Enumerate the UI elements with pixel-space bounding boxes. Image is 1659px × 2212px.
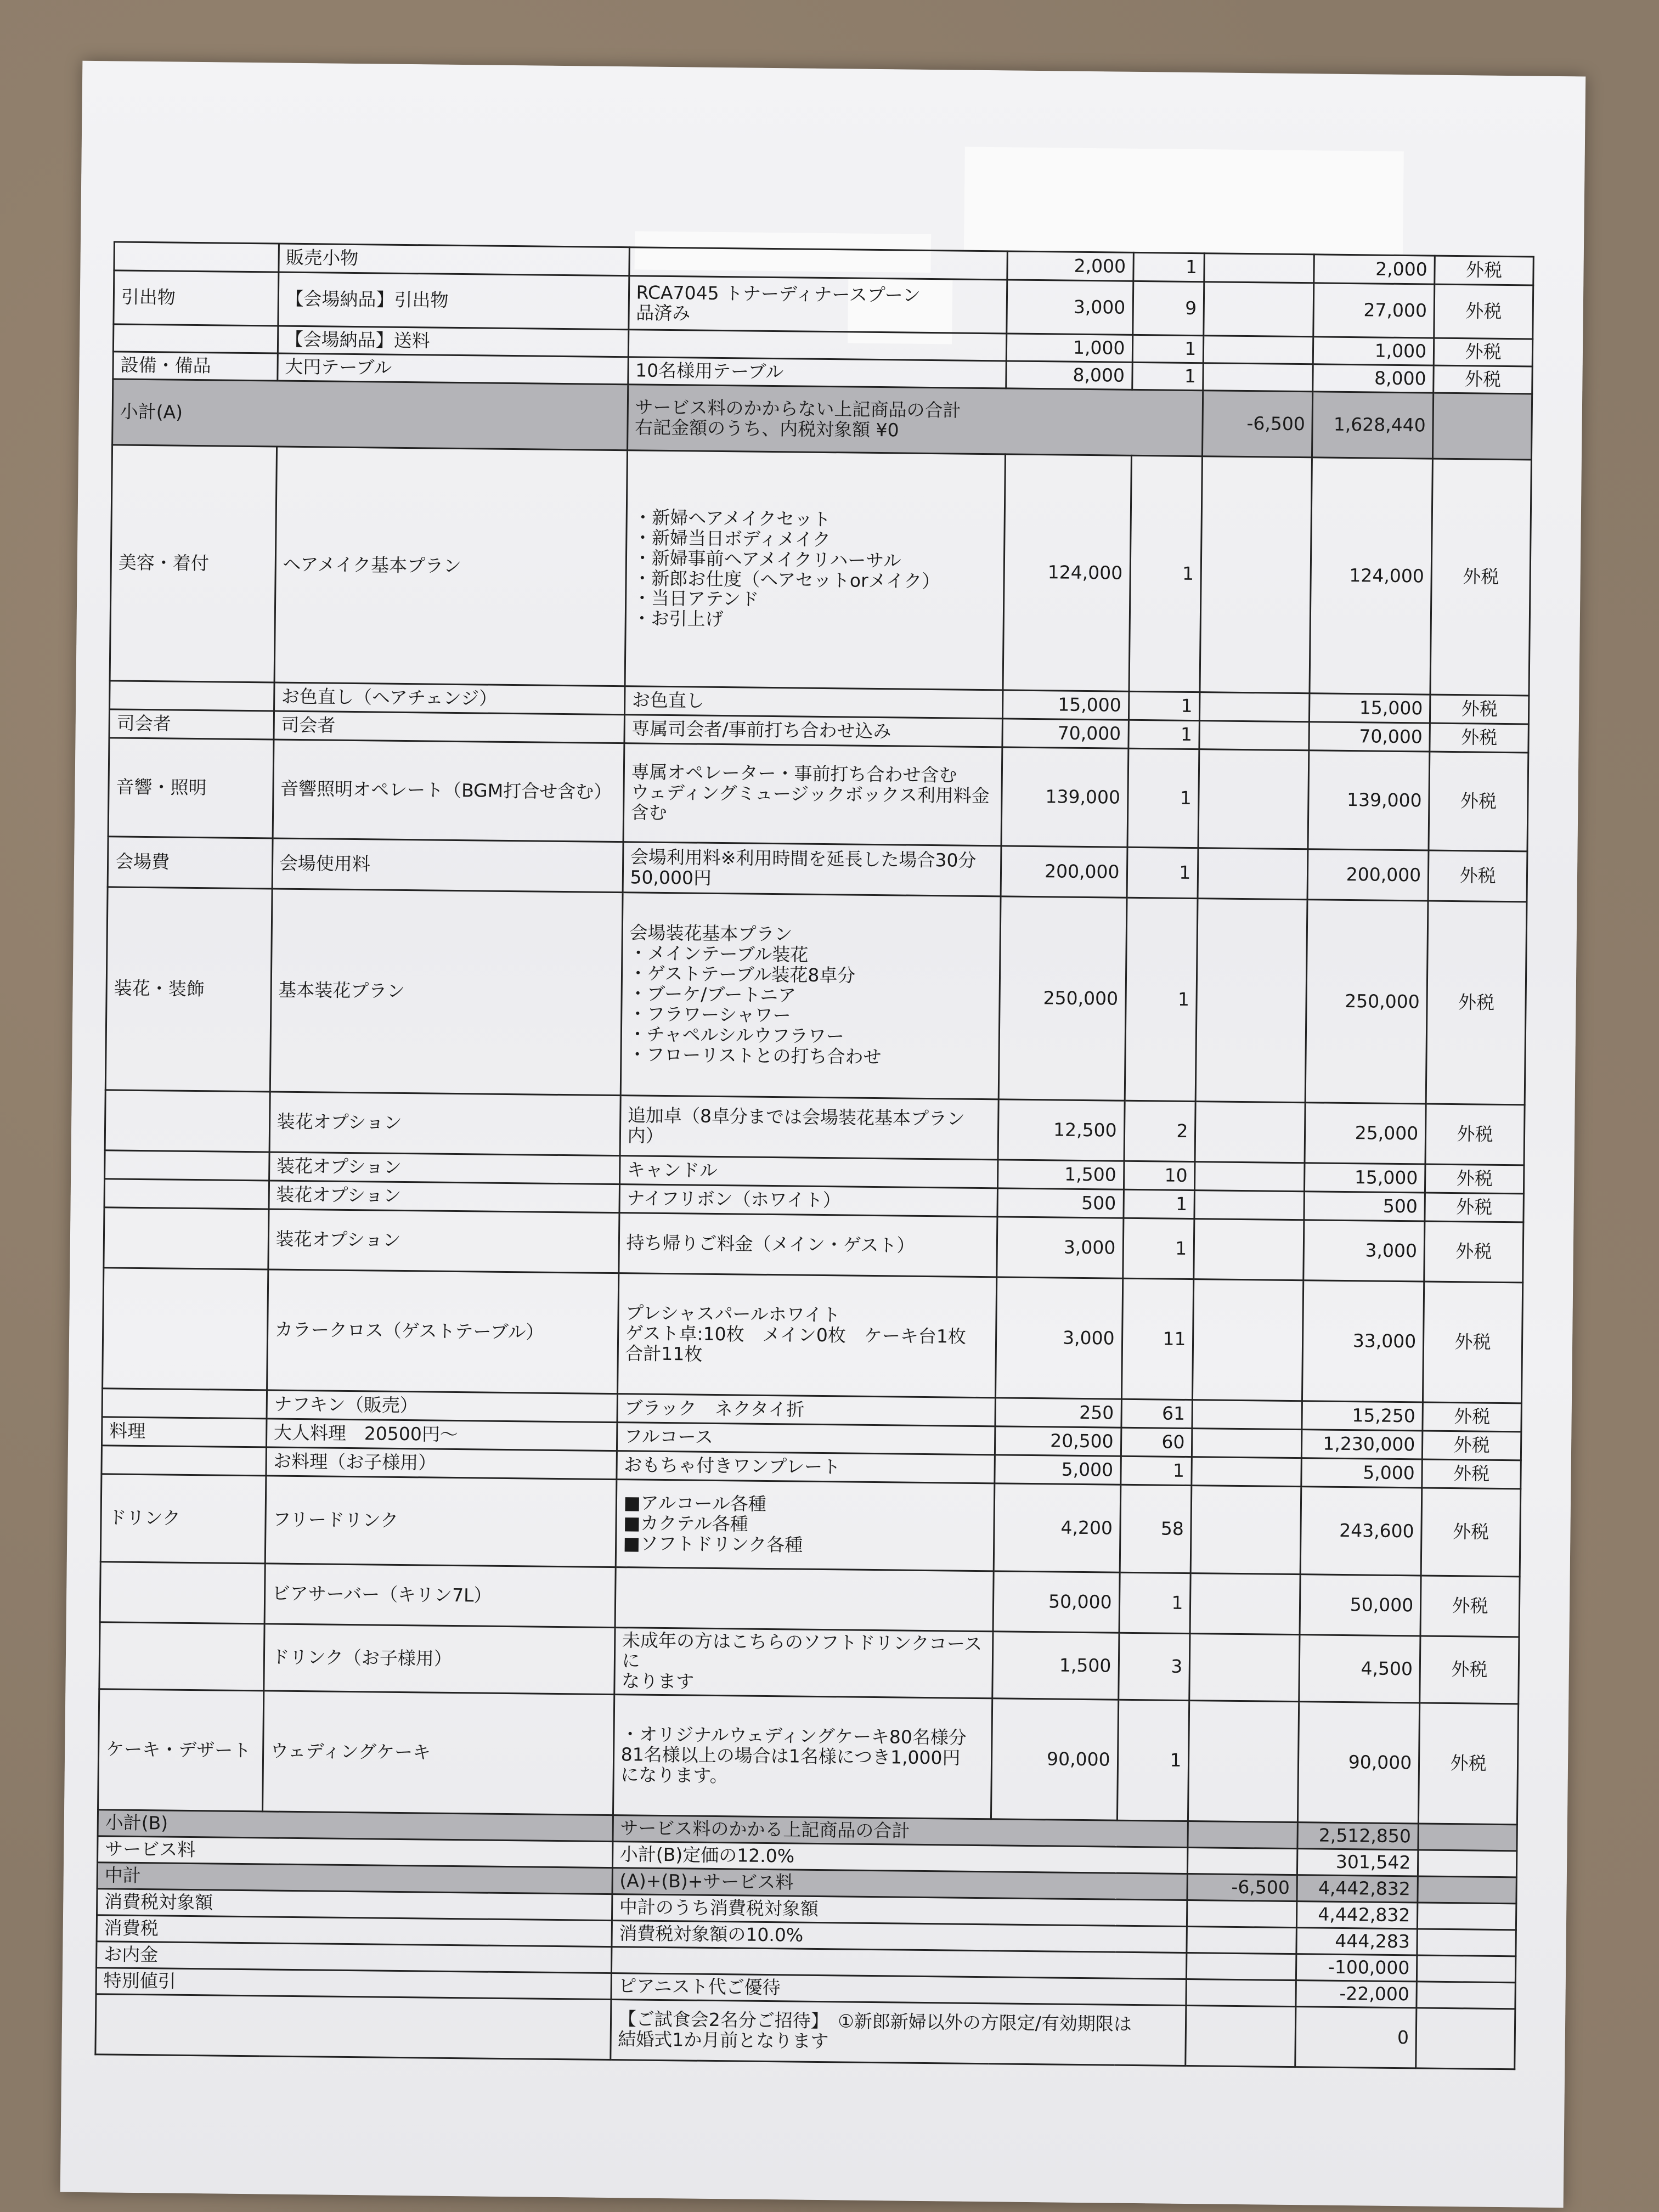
summary-empty [1418,1850,1517,1877]
amount-cell: 243,600 [1300,1487,1422,1576]
unit-price-cell: 5,000 [994,1455,1120,1485]
quantity-cell: 1 [1128,691,1200,720]
summary-discount [1186,1979,1296,2006]
subtotal-a-discount: -6,500 [1203,391,1313,458]
summary-label: 中計 [97,1862,612,1894]
tax-type-cell: 外税 [1424,1221,1523,1283]
summary-description: 【ご試食会2名分ご招待】 ①新郎新婦以外の方限定/有効期限は 結婚式1か月前となります [610,1999,1186,2066]
description-cell: RCA7045 トナーディナースプーン 品済み [628,276,1007,334]
line-item-row [103,1268,1523,1403]
tax-type-cell: 外税 [1423,1282,1523,1403]
category-cell: 美容・着付 [110,445,276,682]
discount-cell [1192,1457,1301,1487]
item-name-cell: フリードリンク [265,1476,617,1567]
item-name-cell: 【会場納品】送料 [278,326,629,357]
item-name-cell: 装花オプション [268,1209,619,1273]
unit-price-cell: 70,000 [1002,719,1128,748]
category-cell [104,1179,269,1209]
subtotal-a-description: サービス料のかからない上記商品の合計 右記金額のうち、内税対象額 ¥0 [627,385,1203,456]
summary-amount: 0 [1295,2006,1417,2068]
tax-type-cell: 外税 [1434,365,1532,394]
unit-price-cell: 250 [995,1398,1121,1427]
summary-description: ピアニスト代ご優待 [611,1973,1187,2005]
tax-type-cell: 外税 [1435,256,1533,285]
description-cell: ナイフリボン（ホワイト） [619,1184,998,1217]
amount-cell: 2,000 [1314,255,1435,284]
category-cell [110,681,274,711]
amount-cell: 200,000 [1307,849,1429,901]
tax-type-cell: 外税 [1428,850,1527,902]
estimate-sheet [60,61,1586,2208]
amount-cell: 50,000 [1300,1575,1421,1636]
item-name-cell: 【会場納品】引出物 [278,272,629,330]
description-cell: ■アルコール各種 ■カクテル各種 ■ソフトドリンク各種 [616,1480,995,1571]
summary-label [95,1994,611,2059]
discount-cell [1204,336,1313,364]
unit-price-cell: 1,000 [1006,334,1132,362]
description-cell: 未成年の方はこちらのソフトドリンクコースに なります [614,1628,992,1699]
summary-amount: 444,283 [1296,1927,1417,1955]
summary-label: 小計(B) [98,1810,613,1842]
discount-cell [1198,749,1309,849]
item-name-cell: 音響照明オペレート（BGM打合せ含む） [273,740,624,842]
quantity-cell: 1 [1128,720,1199,749]
summary-empty [1418,1903,1516,1930]
tax-type-cell: 外税 [1420,1636,1519,1704]
quantity-cell: 1 [1127,748,1200,848]
unit-price-cell: 50,000 [993,1571,1120,1633]
description-cell: 専属オペレーター・事前打ち合わせ含む ウェディングミュージックボックス利用料金含む [623,743,1002,846]
item-name-cell: 装花オプション [269,1181,620,1213]
category-cell [114,242,279,272]
description-cell: 会場装花基本プラン ・メインテーブル装花 ・ゲストテーブル装花8卓分 ・ブーケ/ブートニア ・フラワーシャワー ・チャペルシルウフラワー ・フローリストとの打ち合わせ [620,893,1001,1099]
discount-cell [1195,1162,1305,1192]
discount-cell [1191,1486,1302,1575]
discount-cell [1190,1573,1300,1635]
tax-type-cell: 外税 [1429,752,1528,851]
discount-cell [1192,1400,1302,1430]
unit-price-cell: 3,000 [1006,280,1133,335]
amount-cell: 70,000 [1309,722,1430,752]
summary-empty [1417,1955,1516,1983]
summary-discount [1188,1821,1297,1848]
amount-cell: 27,000 [1313,283,1435,338]
description-cell: ブラック ネクタイ折 [617,1394,996,1426]
summary-amount: -22,000 [1296,1980,1417,2007]
summary-discount [1187,1926,1296,1954]
item-name-cell: お色直し（ヘアチェンジ） [274,682,625,715]
unit-price-cell: 4,200 [994,1483,1121,1572]
category-cell [103,1268,268,1390]
unit-price-cell: 1,500 [997,1160,1124,1189]
amount-cell: 124,000 [1310,458,1432,695]
item-name-cell: 基本装花プラン [270,889,623,1096]
description-cell: プレシャスパールホワイト ゲスト卓:10枚 メイン0枚 ケーキ台1枚 合計11枚 [617,1273,996,1398]
amount-cell: 15,000 [1310,693,1430,723]
summary-amount: 2,512,850 [1297,1822,1418,1849]
category-cell [105,1150,269,1181]
quantity-cell: 1 [1117,1700,1189,1821]
quantity-cell: 1 [1125,898,1198,1101]
amount-cell: 139,000 [1308,751,1430,850]
discount-cell [1198,848,1308,900]
summary-empty [1418,1824,1517,1851]
summary-amount: 301,542 [1297,1848,1418,1876]
subtotal-a-label: 小計(A) [112,379,628,450]
category-cell: 音響・照明 [108,738,273,838]
summary-label: サービス料 [98,1836,613,1868]
tax-type-cell: 外税 [1426,901,1527,1105]
item-name-cell: お料理（お子様用） [266,1447,617,1480]
line-item-row [110,445,1531,696]
category-cell [100,1562,265,1624]
tax-type-cell: 外税 [1425,1104,1525,1165]
tax-type-cell: 外税 [1423,1431,1521,1460]
quantity-cell: 1 [1123,1189,1194,1218]
category-cell [104,1207,269,1269]
amount-cell: 15,250 [1302,1401,1423,1431]
discount-cell [1193,1279,1304,1401]
category-cell: ドリンク [100,1474,266,1564]
amount-cell: 250,000 [1305,900,1428,1104]
summary-description: 中計のうち消費税対象額 [612,1894,1187,1926]
tax-type-cell: 外税 [1430,695,1529,724]
tax-type-cell: 外税 [1425,1164,1524,1194]
discount-cell [1199,721,1309,751]
quantity-cell: 10 [1124,1161,1195,1190]
estimate-table [94,241,1534,2069]
description-cell: 会場利用料※利用時間を延長した場合30分 50,000円 [623,842,1001,896]
line-item-row [100,1474,1521,1577]
quantity-cell: 1 [1120,1456,1192,1485]
discount-cell [1194,1190,1304,1220]
discount-cell [1189,1634,1300,1702]
quantity-cell: 9 [1132,281,1204,335]
item-name-cell: 司会者 [274,711,625,743]
description-cell: 持ち帰りご料金（メイン・ゲスト） [618,1213,997,1277]
item-name-cell: 販売小物 [278,244,629,276]
tax-type-cell: 外税 [1422,1459,1521,1489]
unit-price-cell: 3,000 [995,1277,1122,1399]
description-cell: お色直し [624,686,1003,719]
category-cell [105,1090,270,1152]
tax-type-cell: 外税 [1420,1576,1520,1637]
tax-type-cell: 外税 [1419,1703,1519,1825]
tax-type-cell: 外税 [1425,1193,1523,1222]
discount-cell [1200,456,1312,693]
item-name-cell: ドリンク（お子様用） [263,1624,614,1695]
item-name-cell: ナフキン（販売） [267,1390,618,1423]
category-cell: 設備・備品 [113,352,278,381]
unit-price-cell: 500 [997,1188,1124,1218]
amount-cell: 5,000 [1301,1458,1422,1488]
subtotal-a-empty [1433,393,1532,460]
summary-amount: 4,442,832 [1297,1901,1418,1928]
amount-cell: 15,000 [1305,1163,1425,1193]
unit-price-cell: 1,500 [992,1632,1119,1700]
summary-description: サービス料のかかる上記商品の合計 [613,1815,1188,1847]
description-cell: フルコース [617,1423,995,1455]
amount-cell: 25,000 [1305,1103,1426,1164]
quantity-cell: 58 [1120,1485,1192,1573]
summary-discount [1187,1953,1296,1980]
category-cell: 司会者 [109,709,274,740]
discount-cell [1204,282,1314,337]
summary-label: 消費税 [97,1915,612,1946]
amount-cell: 1,230,000 [1302,1430,1423,1459]
quantity-cell: 1 [1133,252,1204,281]
tax-type-cell: 外税 [1434,338,1532,366]
discount-cell [1192,1429,1302,1458]
summary-amount: 4,442,832 [1297,1875,1418,1902]
description-cell: ・新婦ヘアメイクセット ・新婦当日ボディメイク ・新婦事前ヘアメイクリハーサル ・新郎お仕度（ヘアセットorメイク） ・当日アテンド ・お引上げ [625,450,1005,690]
unit-price-cell: 2,000 [1007,251,1133,281]
unit-price-cell: 8,000 [1006,361,1132,390]
discount-cell [1196,899,1308,1103]
summary-discount [1188,1847,1297,1875]
quantity-cell: 61 [1121,1399,1192,1428]
quantity-cell: 1 [1127,847,1199,898]
amount-cell: 90,000 [1298,1702,1420,1824]
unit-price-cell: 20,500 [995,1426,1121,1456]
item-name-cell: 装花オプション [269,1092,620,1156]
summary-empty [1418,1876,1516,1904]
unit-price-cell: 250,000 [998,896,1127,1101]
discount-cell [1203,363,1313,392]
quantity-cell: 1 [1122,1218,1194,1279]
line-item-row [105,887,1527,1105]
category-cell [102,1389,267,1419]
item-name-cell: ビアサーバー（キリン7L） [264,1564,616,1628]
quantity-cell: 1 [1132,362,1203,390]
item-name-cell: カラークロス（ゲストテーブル） [267,1269,618,1394]
amount-cell: 8,000 [1313,364,1434,393]
summary-empty [1417,1929,1516,1956]
summary-amount: -100,000 [1296,1954,1417,1981]
quantity-cell: 11 [1121,1278,1194,1400]
unit-price-cell: 124,000 [1003,454,1131,691]
unit-price-cell: 139,000 [1001,747,1128,847]
amount-cell: 33,000 [1302,1280,1424,1402]
line-item-row [108,738,1528,851]
description-cell: キャンドル [619,1156,998,1188]
amount-cell: 3,000 [1304,1220,1425,1282]
summary-description: 小計(B)定価の12.0% [612,1841,1188,1874]
unit-price-cell: 3,000 [996,1217,1123,1278]
unit-price-cell: 15,000 [1002,690,1128,720]
category-cell: 引出物 [114,270,279,326]
summary-label: 消費税対象額 [97,1888,612,1920]
category-cell: ケーキ・デザート [98,1689,264,1812]
quantity-cell: 1 [1128,455,1202,692]
description-cell: ・オリジナルウェディングケーキ80名様分 81名様以上の場合は1名様につき1,000円 になります。 [613,1694,992,1819]
line-item-row [98,1689,1519,1825]
category-cell [101,1446,266,1476]
discount-cell [1194,1219,1304,1280]
summary-discount: -6,500 [1187,1874,1297,1901]
summary-discount [1186,2005,1296,2067]
discount-cell [1195,1102,1305,1163]
discount-cell [1200,692,1310,722]
quantity-cell: 1 [1119,1572,1191,1633]
tax-type-cell: 外税 [1430,723,1528,753]
tax-type-cell: 外税 [1423,1402,1521,1432]
item-name-cell: 大人料理 20500円～ [266,1419,617,1451]
redaction-block [964,147,1404,256]
subtotal-a-amount: 1,628,440 [1312,392,1434,459]
description-cell: 追加卓（8卓分までは会場装花基本プラン内） [620,1096,998,1160]
category-cell: 会場費 [108,837,273,889]
description-cell: 10名様用テーブル [628,357,1006,388]
unit-price-cell: 90,000 [991,1699,1118,1820]
tax-type-cell: 外税 [1434,284,1533,339]
category-cell: 装花・装飾 [105,887,272,1092]
summary-description: (A)+(B)+サービス料 [612,1867,1188,1900]
amount-cell: 1,000 [1313,337,1434,365]
unit-price-cell: 12,500 [998,1099,1125,1161]
description-cell: おもちゃ付きワンプレート [617,1451,995,1483]
item-name-cell: 会場使用料 [272,838,623,893]
quantity-cell: 3 [1118,1633,1190,1700]
unit-price-cell: 200,000 [1001,846,1127,898]
description-cell [629,247,1007,280]
amount-cell: 4,500 [1299,1635,1420,1703]
quantity-cell: 2 [1124,1101,1196,1161]
category-cell [113,324,278,353]
item-name-cell: 装花オプション [269,1152,620,1184]
category-cell [99,1622,264,1691]
summary-empty [1417,1981,1515,2008]
item-name-cell: ヘアメイク基本プラン [274,447,627,686]
description-cell [615,1567,994,1632]
summary-empty [1416,2007,1515,2069]
quantity-cell: 1 [1132,335,1204,363]
summary-label: 特別値引 [96,1967,611,1999]
discount-cell [1204,253,1314,283]
quantity-cell: 60 [1121,1427,1192,1457]
summary-description: 消費税対象額の10.0% [612,1920,1187,1953]
item-name-cell: ウェディングケーキ [262,1691,614,1815]
description-cell [628,330,1007,361]
description-cell: 専属司会者/事前打ち合わせ込み [624,715,1003,747]
summary-label: お内金 [97,1941,612,1973]
summary-discount [1187,1900,1297,1927]
category-cell: 料理 [101,1417,266,1447]
item-name-cell: 大円テーブル [277,353,628,385]
amount-cell: 500 [1304,1192,1425,1221]
tax-type-cell: 外税 [1430,459,1531,696]
discount-cell [1188,1700,1299,1822]
tax-type-cell: 外税 [1421,1488,1520,1577]
